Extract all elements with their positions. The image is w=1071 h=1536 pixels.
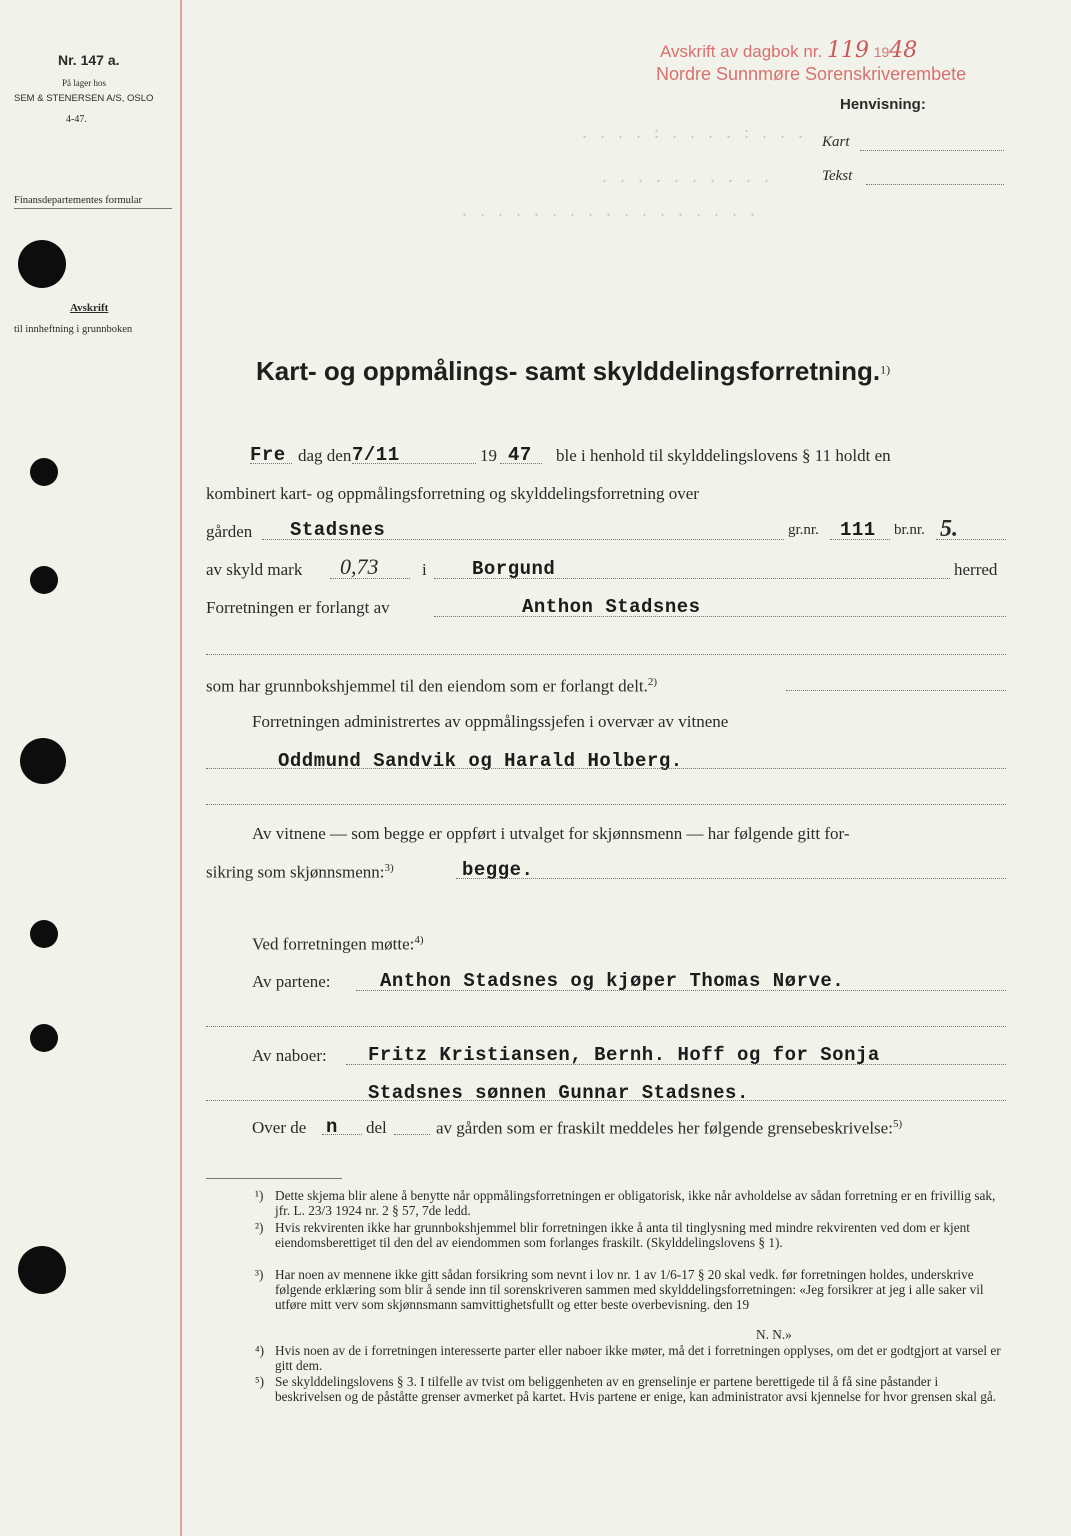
footnote-2-num: ²) [255, 1220, 264, 1235]
punch-hole [18, 1246, 66, 1294]
punch-hole [30, 1024, 58, 1052]
footnote-1-text: Dette skjema blir alene å benytte når oppmålingsforretningen er obligatorisk, ikke når avholdelse av sådan forretning er en frivillig sak, jfr. L. 23/3 1924 nr. 2 § 57, 7de ledd. [275, 1188, 996, 1218]
admin-line: Forretningen administrertes av oppmålingssjefen i overvær av vitnene [252, 712, 729, 731]
tekst-label: Tekst [822, 168, 853, 184]
title-footnote-ref: 1) [880, 362, 891, 377]
form-label-rule [14, 208, 172, 209]
requested-value: Anthon Stadsnes [522, 596, 701, 618]
del-field [394, 1134, 430, 1135]
footnote-5-num: ⁵) [255, 1374, 265, 1389]
dagbok-number: 119 [826, 38, 869, 63]
line1-text: ble i henhold til skylddelingslovens § 11 holdt en [556, 446, 891, 465]
boundary-line [436, 1118, 902, 1139]
footnote-3-num: ³) [255, 1267, 264, 1282]
neighbors-field [346, 1064, 1006, 1065]
vitne-line-2 [206, 862, 394, 883]
punch-hole [30, 920, 58, 948]
herred-field [434, 578, 950, 579]
farm-field [262, 539, 784, 540]
grunnbok-line [206, 676, 657, 697]
year-value: 47 [508, 444, 532, 466]
footnote-rule [206, 1178, 342, 1179]
boundary-note: 5) [892, 1118, 903, 1130]
bleed-through: . . . . . . . . . . [600, 170, 772, 187]
mark-label: av skyld mark [206, 560, 303, 579]
grunnbok-text: som har grunnbokshjemmel til den eiendom som er forlangt delt. [206, 676, 648, 696]
footnote-4-num: ⁴) [255, 1343, 265, 1358]
parties-value: Anthon Stadsnes og kjøper Thomas Nørve. [380, 970, 845, 992]
punch-hole [30, 566, 58, 594]
title-text: Kart- og oppmålings- samt skylddelingsforretning. [256, 356, 881, 386]
brnr-value: 5. [940, 516, 958, 542]
met-label [252, 934, 424, 955]
margin-rule [180, 0, 182, 1536]
vitne-line-2-text: sikring som skjønnsmenn: [206, 862, 385, 882]
grunnbok-note: 2) [647, 676, 658, 688]
witnesses-field-2 [206, 804, 1006, 805]
publisher-line-1: På lager hos [62, 78, 106, 88]
witnesses-value: Oddmund Sandvik og Harald Holberg. [278, 750, 683, 772]
stamp-year-prefix: 19 [873, 44, 890, 60]
footnote-4 [255, 1343, 1005, 1373]
kart-field [860, 150, 1004, 151]
brnr-field [936, 539, 1006, 540]
requested-field-2 [206, 654, 1006, 655]
weekday-field [250, 463, 292, 464]
requested-label: Forretningen er forlangt av [206, 598, 390, 617]
neighbors-field-2 [206, 1100, 1006, 1101]
vitne-note: 3) [384, 862, 394, 874]
over-fill: n [326, 1116, 338, 1138]
vitne-line-1: Av vitnene — som begge er oppført i utvalget for skjønnsmenn — har følgende gitt for- [252, 824, 850, 843]
copy-label: Avskrift [70, 302, 109, 314]
neighbors-value-1: Fritz Kristiansen, Bernh. Hoff og for Sonja [368, 1044, 880, 1066]
footnote-5 [255, 1374, 1005, 1404]
form-number: Nr. 147 a. [58, 52, 120, 68]
footnote-2-text: Hvis rekvirenten ikke har grunnbokshjemmel blir forretningen ikke å anta til tinglysning med mindre rekvirenten ved dom er kjent eiendomsberettiget til den del av eiendommen som forlanges fraskilt. (Skylddelingslovens § 1). [275, 1220, 970, 1250]
stamp-year: 48 [889, 38, 918, 63]
grnr-value: 111 [840, 519, 876, 541]
footnote-3-text: Har noen av mennene ikke gitt sådan forsikring som nevnt i lov nr. 1 av 1/6-17 § 20 skal vedk. før forretningen holdes, underskrive følgende erklæring som blir å sende inn til sorenskriveren sammen med skylddelingsforretningen: «Jeg forsikrer at jeg i alle saker vil utføre mitt verv som skjønnsmann samvittighetsfullt og etter beste overbevisning. den 19 [275, 1267, 984, 1312]
herred-value: Borgund [472, 558, 556, 580]
farm-label: gården [206, 522, 253, 541]
weekday-value: Fre [250, 444, 286, 466]
stamp-line-2: Nordre Sunnmøre Sorenskriverembete [656, 64, 967, 84]
del-label: del [366, 1118, 387, 1137]
line2-text: kombinert kart- og oppmålingsforretning og skylddelingsforretning over [206, 484, 699, 503]
met-note: 4) [414, 934, 424, 946]
bleed-through: . . . . . . . . . . . . . . . . . [460, 204, 758, 221]
farm-value: Stadsnes [290, 519, 386, 541]
parties-field [356, 990, 1006, 991]
form-label: Finansdepartementes formular [14, 195, 142, 206]
witnesses-field [206, 768, 1006, 769]
stamp-line-1: Avskrift av dagbok nr. [660, 42, 823, 61]
boundary-text: av gården som er fraskilt meddeles her følgende grensebeskrivelse: [436, 1118, 893, 1138]
bleed-through: . . . . : . . . . : . . . [580, 126, 806, 143]
grunnbok-field [786, 690, 1006, 691]
vitne-answer: begge. [462, 859, 534, 881]
vitne-field [456, 878, 1006, 879]
footnote-4-text: Hvis noen av de i forretningen interesserte parter eller naboer ikke møter, må det i forretningen opplyses, om det er godtgjort at varsel er gitt dem. [275, 1343, 1001, 1373]
herred-label: herred [954, 560, 998, 579]
footnote-1-num: ¹) [255, 1188, 264, 1203]
document-title [256, 356, 890, 387]
publisher-line-2: SEM & STENERSEN A/S, OSLO [14, 93, 154, 104]
kart-label: Kart [822, 134, 850, 150]
tekst-field [866, 184, 1004, 185]
year-field [500, 463, 542, 464]
date-value: 7/11 [352, 444, 400, 466]
neighbors-label: Av naboer: [252, 1046, 327, 1065]
i-label: i [422, 560, 427, 579]
grnr-field [830, 539, 890, 540]
requested-field [434, 616, 1006, 617]
reference-heading: Henvisning: [840, 96, 926, 113]
copy-sub-label: til innheftning i grunnboken [14, 324, 133, 335]
archive-stamp [660, 38, 917, 63]
met-label-text: Ved forretningen møtte: [252, 934, 415, 954]
date-field [352, 463, 476, 464]
neighbors-value-2: Stadsnes sønnen Gunnar Stadsnes. [368, 1082, 749, 1104]
grnr-label: gr.nr. [788, 522, 819, 538]
footnote-2 [255, 1220, 1005, 1250]
footnote-3-signature: N. N.» [756, 1327, 792, 1342]
mark-value: 0,73 [340, 554, 379, 579]
year-prefix: 19 [480, 446, 497, 465]
parties-label: Av partene: [252, 972, 331, 991]
print-date: 4-47. [66, 114, 87, 125]
footnote-3 [255, 1267, 1005, 1312]
punch-hole [18, 240, 66, 288]
day-label: dag den [298, 446, 352, 465]
over-field [322, 1134, 362, 1135]
brnr-label: br.nr. [894, 522, 925, 538]
parties-field-2 [206, 1026, 1006, 1027]
punch-hole [20, 738, 66, 784]
punch-hole [30, 458, 58, 486]
mark-field [330, 578, 410, 579]
over-label: Over de [252, 1118, 307, 1137]
footnote-5-text: Se skylddelingslovens § 3. I tilfelle av tvist om beliggenheten av en grenselinje er partene berettigede til å få sine påstander i beskrivelsen og de påståtte grenser avmerket på kartet. Hvis partene er enige, kan administrator avsi kjennelse for hvor grensen skal gå. [275, 1374, 997, 1404]
footnote-1 [255, 1188, 1005, 1218]
